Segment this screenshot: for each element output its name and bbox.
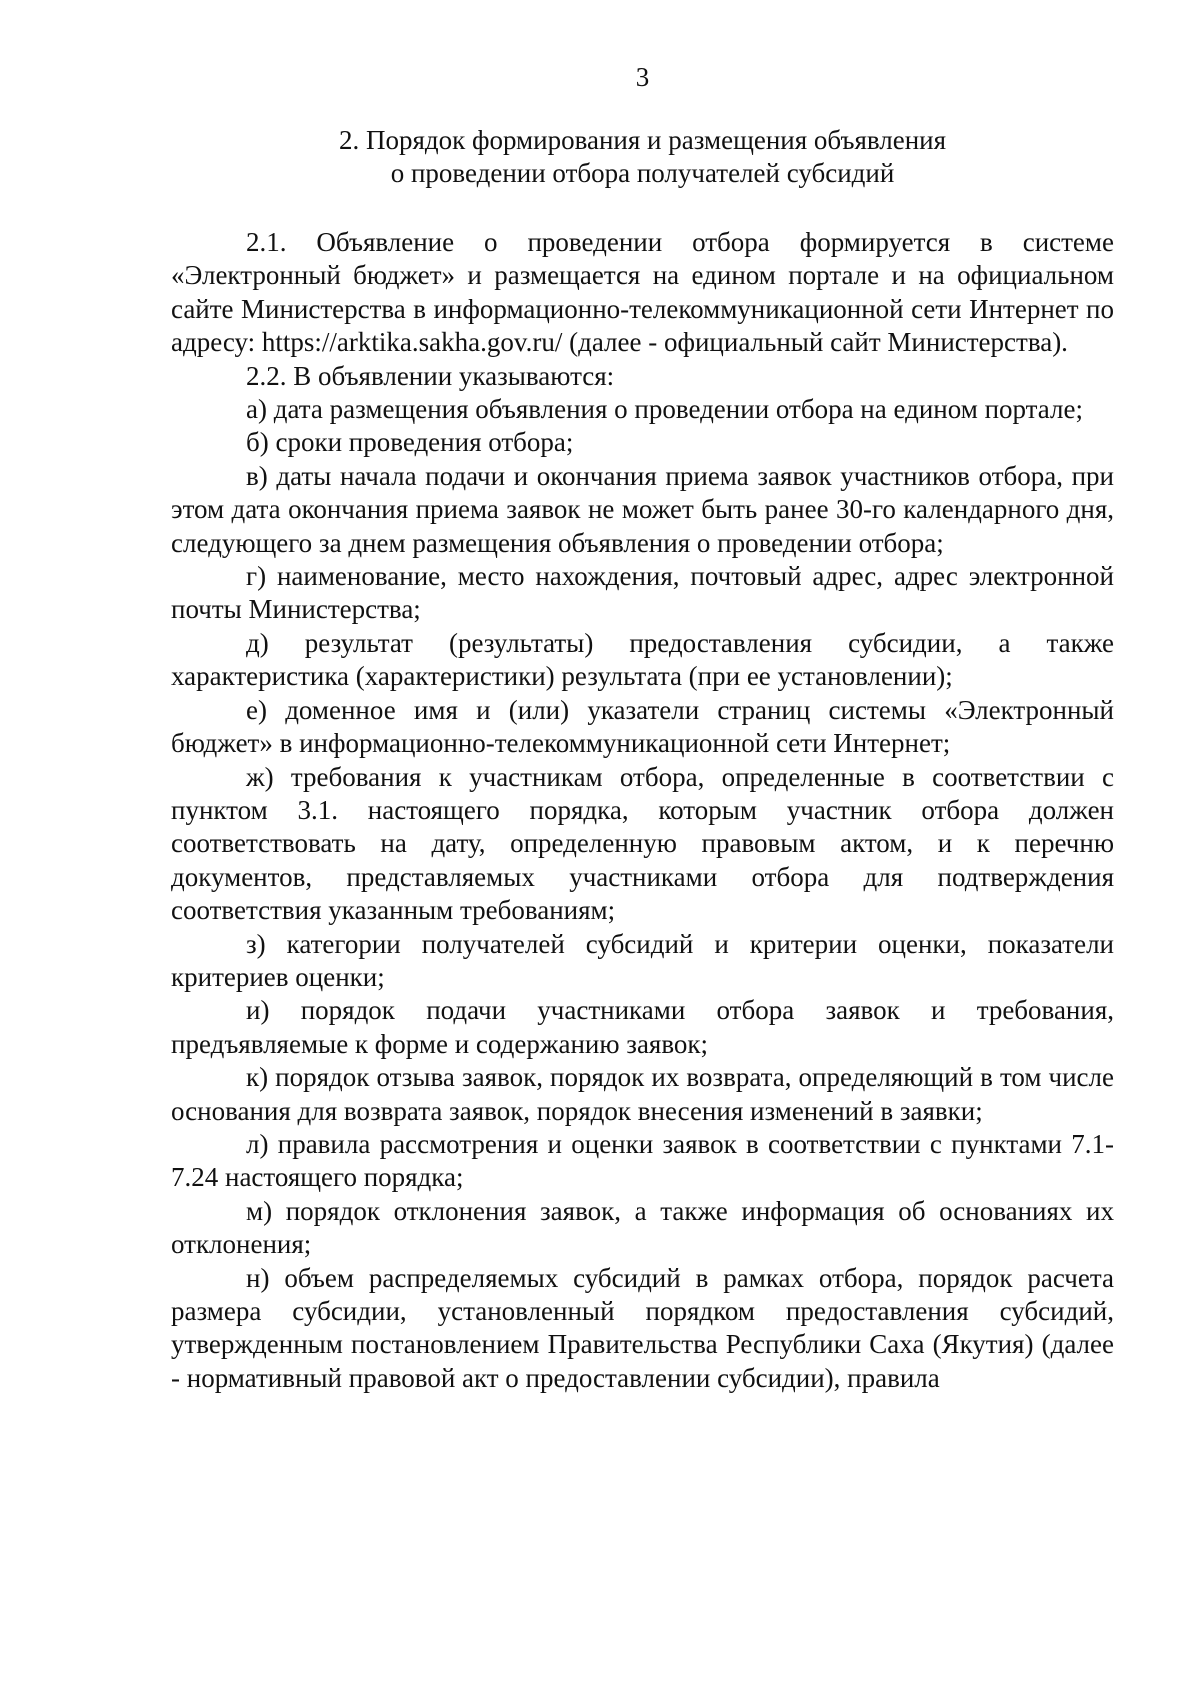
paragraph-2-2: 2.2. В объявлении указываются: <box>246 360 615 391</box>
list-item-k: к) порядок отзыва заявок, порядок их возврата, определяющий в том числе основания для возврата заявок, порядок внесения изменений в заявки; <box>171 1062 1114 1126</box>
list-item-d: д) результат (результаты) предоставления субсидии, а также характеристика (характеристики) результата (при ее установлении); <box>171 627 1114 692</box>
paragraph-2-1: 2.1. Объявление о проведении отбора формируется в системе «Электронный бюджет» и размещается на едином портале и на официальном сайте Министерства в информационно-телекоммуникационной сети Интернет по адресу: https://arktika.sakha.gov.ru/ (далее - официальный сайт Министерства). <box>171 227 1114 358</box>
page-number: 3 <box>635 62 650 92</box>
list-item-z: з) категории получателей субсидий и критерии оценки, показатели критериев оценки; <box>171 928 1114 992</box>
list-item-n: н) объем распределяемых субсидий в рамках отбора, порядок расчета размера субсидии, установленный порядком предоставления субсидий, утвержденным постановлением Правительства Республики Саха (Якутия) (далее - нормативный правовой акт о предоставлении субсидии), правила <box>171 1262 1114 1393</box>
list-item-g: г) наименование, место нахождения, почтовый адрес, адрес электронной почты Министерства; <box>171 561 1114 625</box>
list-item-m: м) порядок отклонения заявок, а также информация об основаниях их отклонения; <box>171 1195 1114 1260</box>
list-item-v: в) даты начала подачи и окончания приема заявок участников отбора, при этом дата окончания приема заявок не может быть ранее 30-го календарного дня, следующего за днем размещения объявления о проведении отбора; <box>171 460 1114 558</box>
list-item-e: е) доменное имя и (или) указатели страниц системы «Электронный бюджет» в информационно-телекоммуникационной сети Интернет; <box>171 694 1114 759</box>
document-body <box>171 226 1114 1395</box>
section-heading <box>0 124 1200 190</box>
section-heading-line-1: 2. Порядок формирования и размещения объявления <box>338 125 947 155</box>
list-item-a: а) дата размещения объявления о проведении отбора на едином портале; <box>246 394 1083 425</box>
list-item-zh: ж) требования к участникам отбора, определенные в соответствии с пунктом 3.1. настоящего порядка, которым участник отбора должен соответствовать на дату, определенную правовым актом, и к перечню документов, представляемых участниками отбора для подтверждения соответствия указанным требованиям; <box>171 761 1114 926</box>
section-heading-line-2: о проведении отбора получателей субсидий <box>390 158 895 188</box>
list-item-i: и) порядок подачи участниками отбора заявок и требования, предъявляемые к форме и содержанию заявок; <box>171 995 1114 1059</box>
list-item-b: б) сроки проведения отбора; <box>246 427 574 458</box>
list-item-l: л) правила рассмотрения и оценки заявок в соответствии с пунктами 7.1-7.24 настоящего порядка; <box>171 1128 1114 1193</box>
